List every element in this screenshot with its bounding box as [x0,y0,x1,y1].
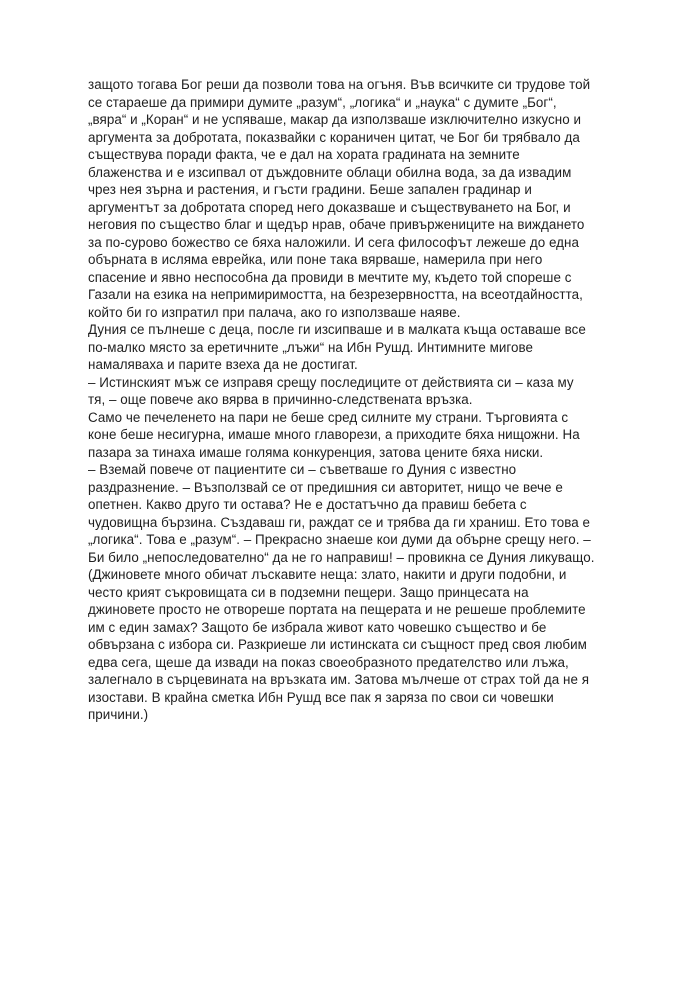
text-line: обърната в исляма еврейка, или поне така вярваше, намерила при него [88,252,543,267]
body-text [88,76,628,724]
text-line: блаженства и е изсипвал от дъждовните облаци обилна вода, за да извадим [88,164,572,180]
text-line: защото тогава Бог реши да позволи това на огъня. Във всичките си трудове той [88,77,591,92]
text-line: аргумента за добротата, показвайки с кораничен цитат, че Бог би трябвало да [88,129,580,145]
text-line: Дуния се пълнеше с деца, после ги изсипваше и в малката къща оставаше все [88,322,586,337]
text-line: чрез нея зърна и растения, и гъсти градини. Беше запален градинар и [88,182,532,197]
text-line: (Джиновете много обичат лъскавите неща: злато, накити и други подобни, и [88,567,567,582]
text-line: който би го изпратил при палача, ако го използваше наяве. [88,304,461,320]
text-line: чудовищна бързина. Създаваш ги, раждат се и трябва да ги храниш. Ето това е [88,514,591,530]
text-line: намаляваха и парите взеха да не достигат. [88,357,358,372]
text-line: по-малко място за еретичните „лъжи“ на Ибн Рушд. Интимните мигове [88,339,534,355]
text-line: изостави. В крайна сметка Ибн Рушд все пак я заряза по свои си човешки [88,689,554,705]
text-line: Би било „непоследователно“ да не го направиш! – провикна се Дуния ликуващо. [88,549,595,565]
text-line: – Истинският мъж се изправя срещу последиците от действията си – каза му [88,374,574,390]
text-line: пазара за тинаха имаше голяма конкуренция, затова цените бяха ниски. [88,444,544,460]
text-line: неговия по същество благ и щедър нрав, обаче привържениците на виждането [88,217,585,232]
text-line: за по-сурово божество се бяха наложили. И сега философът лежеше до една [88,234,579,250]
text-line: спасение и явно неспособна да провиди в мечтите му, където той спореше с [88,269,572,285]
text-line: „вяра“ и „Коран“ и не успяваше, макар да използваше изключително изкусно и [88,112,581,127]
text-line: обвързана с избора си. Разкриеше ли истинската си същност пред своя любим [88,637,587,652]
text-line: аргументът за добротата според него доказваше и съществуването на Бог, и [88,199,571,215]
text-line: тя, – още повече ако вярва в причинно-следствената връзка. [88,392,473,407]
text-line: „логика“. Това е „разум“. – Прекрасно знаеше кои думи да обърне срещу него. – [88,532,591,547]
text-line: Газали на езика на непримиримостта, на безрезервността, на всеотдайността, [88,287,583,302]
text-line: раздразнение. – Възползвай се от предишния си авторитет, нищо че вече е [88,479,563,495]
text-line: Само че печеленето на пари не беше сред силните му страни. Търговията с [88,409,569,425]
text-line: опетнен. Какво друго ти остава? Не е достатъчно да правиш бебета с [88,497,527,512]
text-line: причини.) [88,707,149,722]
text-line: им с един замах? Защото бе избрала живот като човешко същество и бе [88,619,547,635]
text-line: коне беше несигурна, имаше много главорези, а приходите бяха нищожни. На [88,427,580,442]
text-line: залегнало в сърцевината на връзката им. Затова мълчеше от страх той да не я [88,672,590,687]
text-line: съществува поради факта, че е дал на хората градината на земните [88,147,520,162]
text-line: едва сега, щеше да извади на показ своеобразното предателство или лъжа, [88,654,569,670]
text-line: – Вземай повече от пациентите си – съветваше го Дуния с известно [88,462,517,477]
text-line: джиновете просто не отвореше портата на пещерата и не решеше проблемите [88,602,586,617]
text-line: често крият съкровищата си в подземни пещери. Защо принцесата на [88,584,529,600]
text-line: се стараеше да примири думите „разум“, „логика“ и „наука“ с думите „Бог“, [88,94,557,110]
